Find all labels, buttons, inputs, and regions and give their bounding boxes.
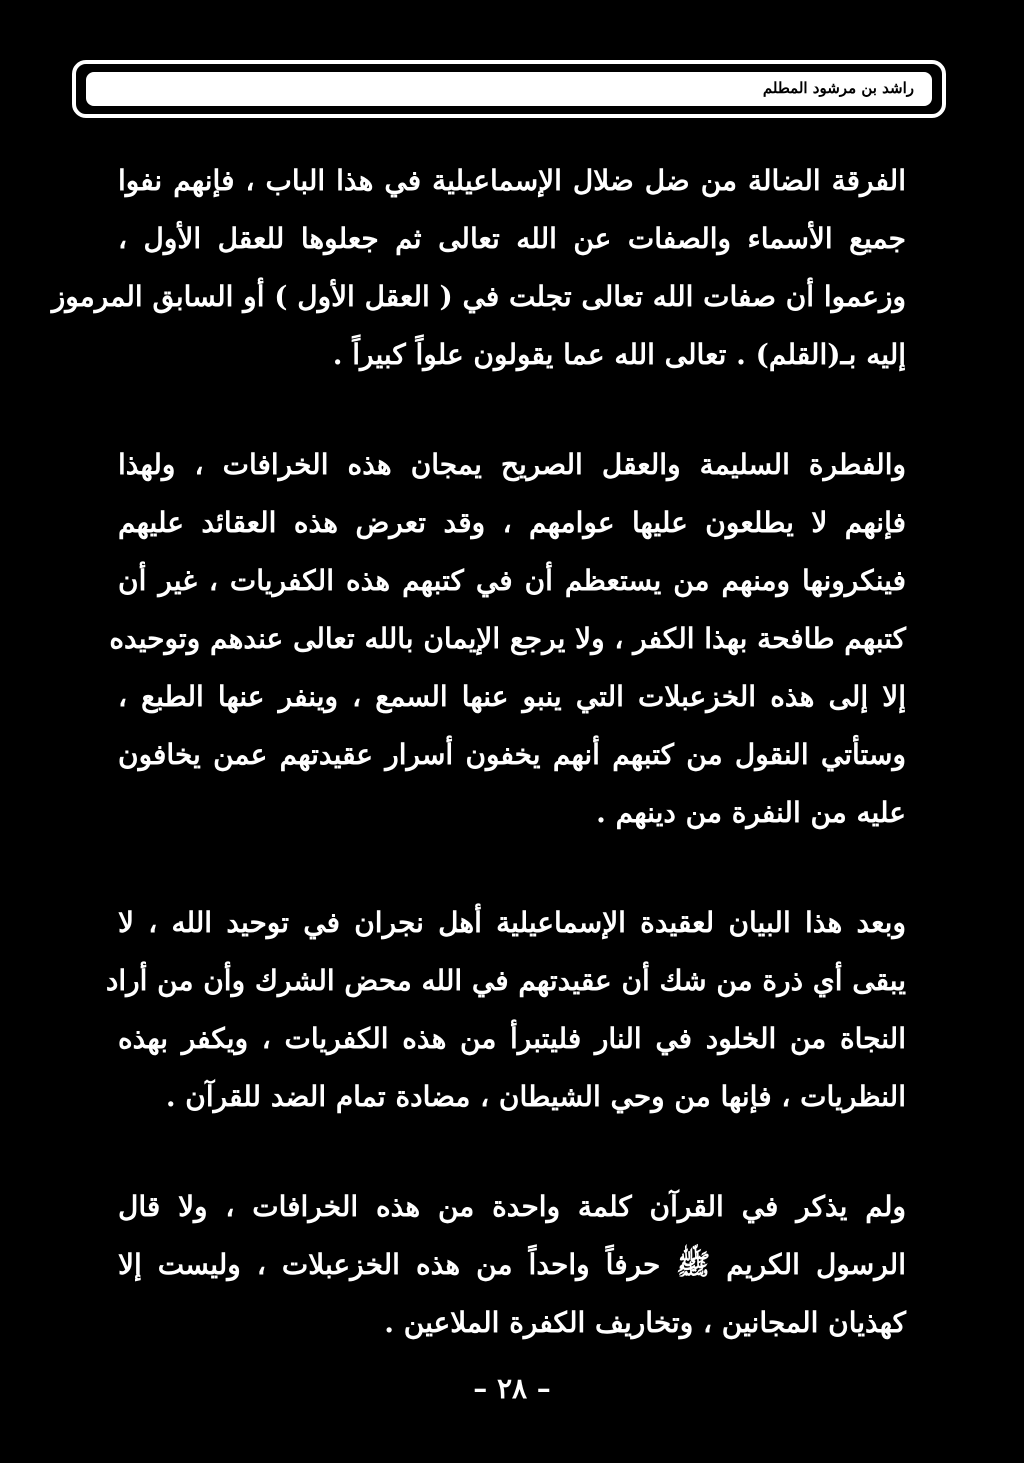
text-line: ولم يذكر في القرآن كلمة واحدة من هذه الخرافات ، ولا قال (118, 1190, 906, 1223)
text-line: وستأتي النقول من كتبهم أنهم يخفون أسرار عقيدتهم عمن يخافون (118, 738, 906, 771)
running-header (72, 60, 946, 118)
text-line: فإنهم لا يطلعون عليها عوامهم ، وقد تعرض هذه العقائد عليهم (118, 506, 906, 539)
text-line: إلا إلى هذه الخزعبلات التي ينبو عنها السمع ، وينفر عنها الطبع ، (118, 680, 906, 713)
text-line: الرسول الكريم ﷺ حرفاً واحداً من هذه الخزعبلات ، وليست إلا (118, 1248, 906, 1281)
text-line: عليه من النفرة من دينهم . (596, 796, 906, 829)
paragraph (109, 436, 906, 842)
text-line: كتبهم طافحة بهذا الكفر ، ولا يرجع الإيمان بالله تعالى عندهم وتوحيده (109, 622, 906, 655)
text-line: والفطرة السليمة والعقل الصريح يمجان هذه الخرافات ، ولهذا (118, 448, 906, 481)
running-header-title: راشد بن مرشود المطلم (762, 79, 914, 97)
text-line: النظريات ، فإنها من وحي الشيطان ، مضادة تمام الضد للقرآن . (165, 1080, 906, 1113)
text-line: وزعموا أن صفات الله تعالى تجلت في ( العقل الأول ) أو السابق المرموز (51, 280, 906, 313)
running-header-band (86, 72, 932, 106)
text-line: فينكرونها ومنهم من يستعظم أن في كتبهم هذه الكفريات ، غير أن (118, 564, 906, 597)
paragraph (118, 1178, 906, 1352)
text-line: يبقى أي ذرة من شك أن عقيدتهم في الله محض الشرك وأن من أراد (105, 964, 906, 997)
paragraph (51, 152, 906, 384)
text-line: النجاة من الخلود في النار فليتبرأ من هذه الكفريات ، ويكفر بهذه (118, 1022, 906, 1055)
text-line: وبعد هذا البيان لعقيدة الإسماعيلية أهل نجران في توحيد الله ، لا (118, 906, 906, 939)
text-line: إليه بـ(القلم) . تعالى الله عما يقولون علواً كبيراً . (332, 338, 906, 371)
text-line: الفرقة الضالة من ضل ضلال الإسماعيلية في هذا الباب ، فإنهم نفوا (118, 164, 906, 197)
text-line: جميع الأسماء والصفات عن الله تعالى ثم جعلوها للعقل الأول ، (118, 222, 906, 255)
page-body (51, 152, 906, 1404)
page-number: – ٢٨ – (473, 1372, 551, 1405)
paragraph (105, 894, 906, 1126)
text-line: كهذيان المجانين ، وتخاريف الكفرة الملاعين . (384, 1306, 906, 1339)
